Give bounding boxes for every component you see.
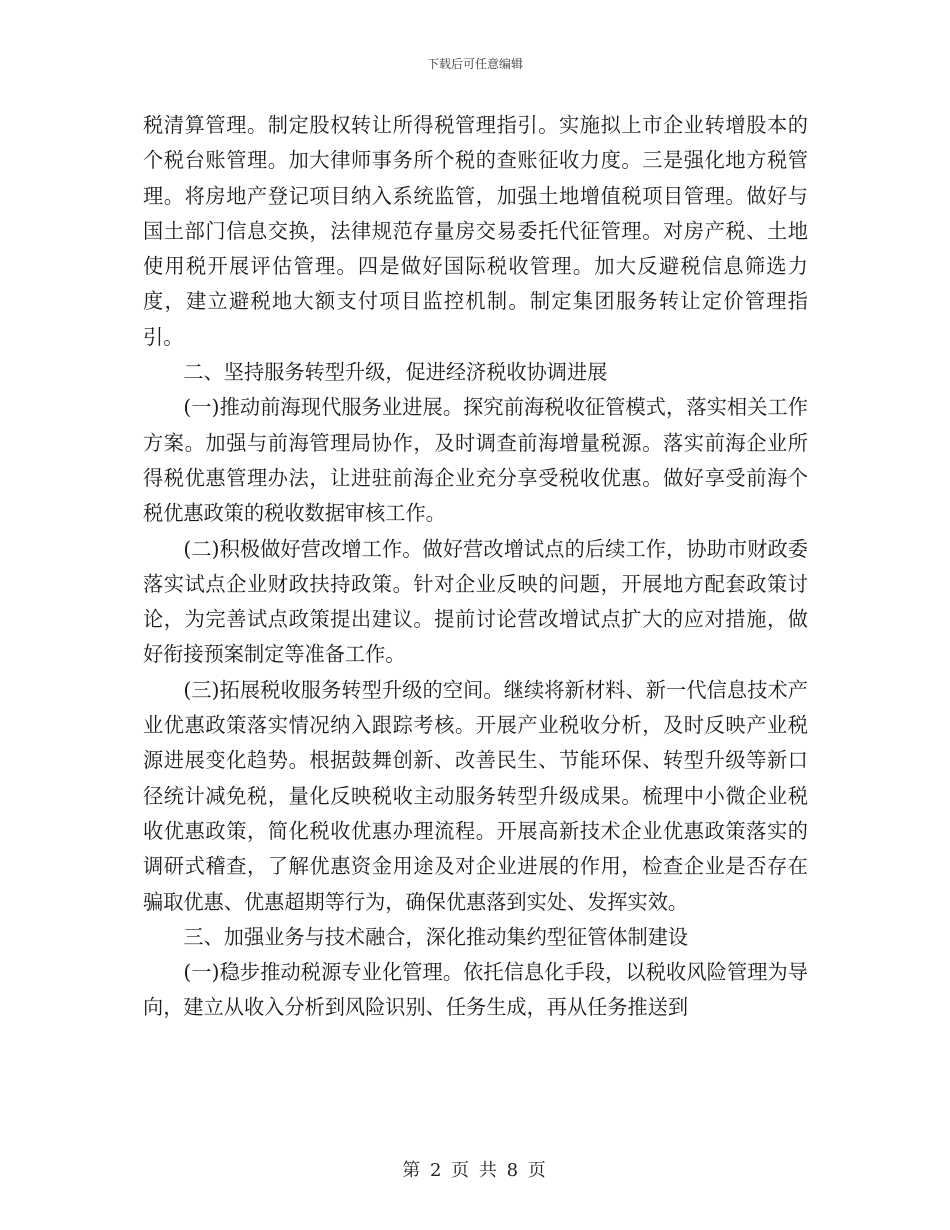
paragraph-3-1: (一)稳步推动税源专业化管理。依托信息化手段，以税收风险管理为导向，建立从收入分析到风险识别、任务生成，再从任务推送到	[143, 960, 808, 1020]
section-heading-2: 二、坚持服务转型升级，促进经济税收协调进展	[183, 360, 608, 385]
paragraph-2-3: (三)拓展税收服务转型升级的空间。继续将新材料、新一代信息技术产业优惠政策落实情况纳入跟踪考核。开展产业税收分析，及时反映产业税源进展变化趋势。根据鼓舞创新、改善民生、节能环保、转型升级等新口径统计减免税，量化反映税收主动服务转型升级成果。梳理中小微企业税收优惠政策，简化税收优惠办理流程。开展高新技术企业优惠政策落实的调研式稽查，了解优惠资金用途及对企业进展的作用，检查企业是否存在骗取优惠、优惠超期等行为，确保优惠落到实处、发挥实效。	[143, 677, 808, 914]
section-heading-3: 三、加强业务与技术融合，深化推动集约型征管体制建设	[183, 924, 689, 949]
page-number: 第 2 页 共 8 页	[402, 1160, 548, 1181]
paragraph-2-1: (一)推动前海现代服务业进展。探究前海税收征管模式，落实相关工作方案。加强与前海管理局协作，及时调查前海增量税源。落实前海企业所得税优惠管理办法，让进驻前海企业充分享受税收优惠。做好享受前海个税优惠政策的税收数据审核工作。	[143, 395, 808, 526]
paragraph-2-2: (二)积极做好营改增工作。做好营改增试点的后续工作，协助市财政委落实试点企业财政扶持政策。针对企业反映的问题，开展地方配套政策讨论，为完善试点政策提出建议。提前讨论营改增试点扩大的应对措施，做好衔接预案制定等准备工作。	[143, 536, 808, 667]
page-header: 下载后可任意编辑	[426, 57, 523, 71]
document-body	[143, 108, 808, 1026]
paragraph-1: 税清算管理。制定股权转让所得税管理指引。实施拟上市企业转增股本的个税台账管理。加大律师事务所个税的查账征收力度。三是强化地方税管理。将房地产登记项目纳入系统监管，加强土地增值税项目管理。做好与国土部门信息交换，法律规范存量房交易委托代征管理。对房产税、土地使用税开展评估管理。四是做好国际税收管理。加大反避税信息筛选力度，建立避税地大额支付项目监控机制。制定集团服务转让定价管理指引。	[143, 113, 808, 349]
